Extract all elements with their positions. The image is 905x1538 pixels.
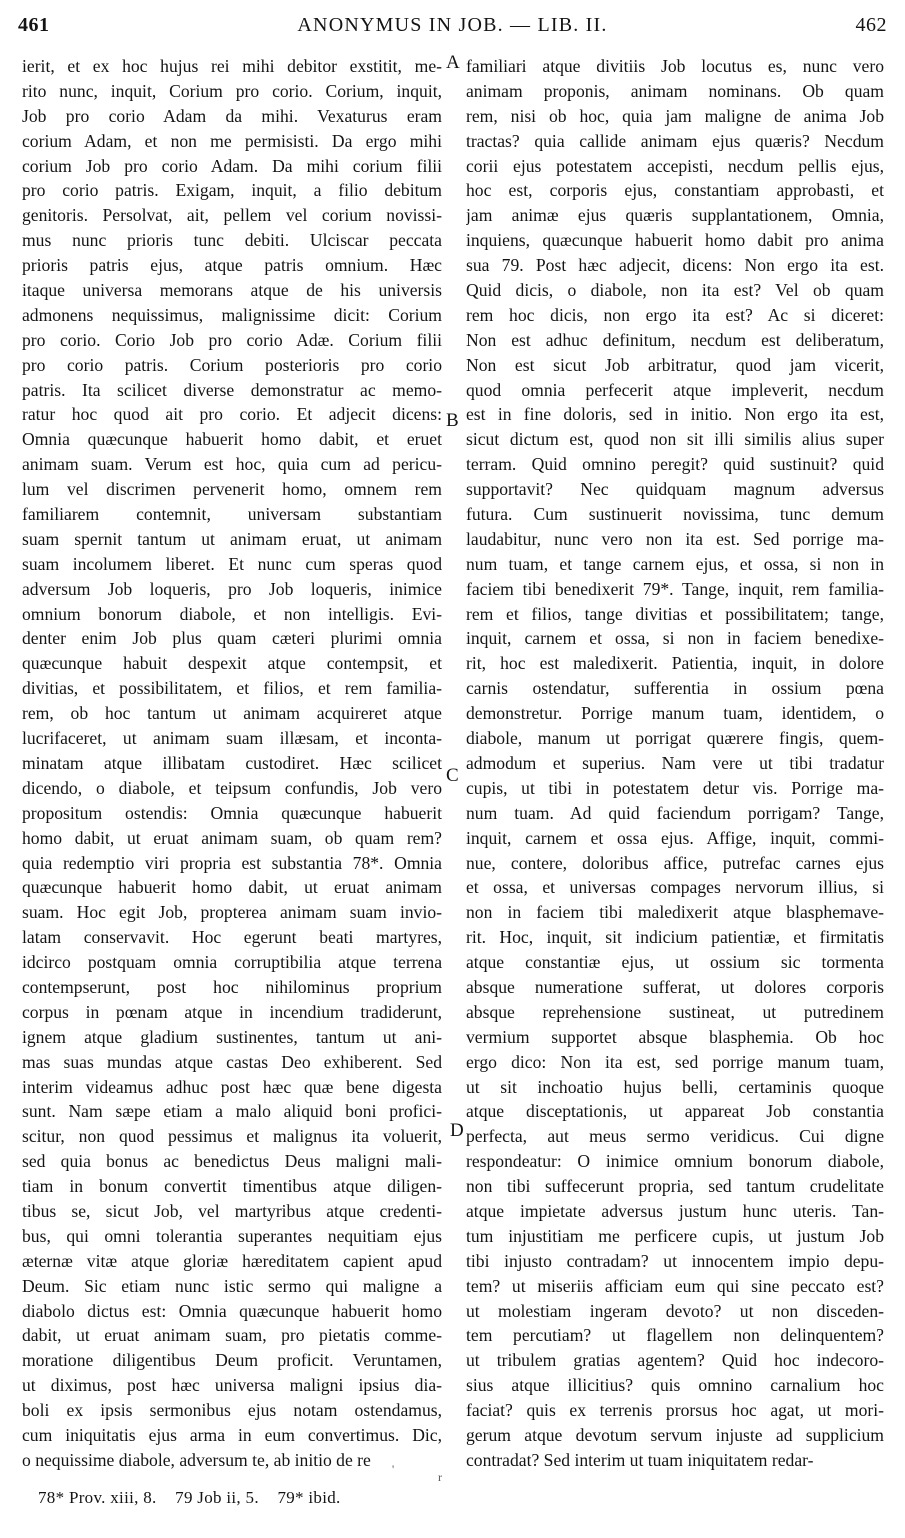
- text-line: tibus se, sicut Job, vel martyribus atque credenti-: [22, 1200, 442, 1221]
- text-line: Job pro corio Adam da mihi. Vexaturus eram: [22, 105, 442, 126]
- text-line: dabit, ut eruat animam suam, pro pietatis comme-: [22, 1325, 442, 1346]
- text-line: ut sit inchoatio hujus belli, certaminis quoque: [466, 1076, 884, 1097]
- text-line: faciem tibi benedixerit 79*. Tange, inquit, rem familia-: [466, 578, 884, 599]
- text-line: pro corio patris. Corium posterioris pro corio: [22, 354, 442, 375]
- text-line: quæcunque habuerit homo dabit, ut eruat animam: [22, 877, 442, 898]
- text-line: boli ex ipsis sermonibus ejus notam ostendamus,: [22, 1400, 442, 1421]
- text-line: adversum Job loqueris, pro Job loqueris, inimice: [22, 578, 442, 599]
- text-line: admodum et superius. Nam vere ut tibi tradatur: [466, 752, 884, 773]
- text-line: Deum. Sic etiam nunc istic sermo qui maligne a: [22, 1275, 442, 1296]
- text-line: carnis ostendatur, sufferentia in ossium pœna: [466, 678, 884, 699]
- text-line: familiari atque divitiis Job locutus es, nunc vero: [466, 56, 884, 76]
- text-line: interim videamus adhuc post hæc quæ bene digesta: [22, 1076, 442, 1097]
- page-header: [18, 14, 887, 44]
- text-line: rem hoc dicis, non ergo ita est? Ac si diceret:: [466, 304, 884, 325]
- margin-marker-d: D: [450, 1120, 464, 1141]
- text-line: quia redemptio viri propria est substantia 78*. Omnia: [22, 852, 442, 873]
- text-line: inquit, carnem et ossa, si non in faciem benedixe-: [466, 628, 884, 649]
- text-line: contradat? Sed interim ut tuam iniquitatem redar-: [466, 1449, 814, 1470]
- text-line: contempserunt, post hoc nihilominus proprium: [22, 976, 442, 997]
- text-line: sius atque illicitius? quis omnino carnalium hoc: [466, 1375, 884, 1396]
- text-line: nue, contere, doloribus affice, putrefac carnes ejus: [466, 852, 884, 873]
- text-line: respondeatur: O inimice omnium bonorum diabole,: [466, 1151, 884, 1172]
- text-line: tibi injusto contradam? ut innocentem impio depu-: [466, 1250, 884, 1271]
- text-line: sunt. Nam sæpe etiam a malo aliquid boni profici-: [22, 1101, 442, 1122]
- text-line: minatam atque illibatam custodiret. Hæc scilicet: [22, 752, 442, 773]
- text-line: mus nunc prioris tunc debiti. Ulciscar peccata: [22, 230, 442, 251]
- text-line: prioris patris ejus, atque patris omnium. Hæc: [22, 255, 442, 276]
- text-line: faciat? quis ex terrenis prorsus hoc agat, ut mori-: [466, 1400, 884, 1421]
- text-line: idcirco postquam omnia corruptibilia atque terrena: [22, 952, 442, 973]
- text-line: suam spernit tantum ut animam eruat, ut animam: [22, 528, 442, 549]
- text-line: pro corio patris. Exigam, inquit, a filio debitum: [22, 180, 442, 201]
- text-line: corpus in pœnam atque in incendium tradiderunt,: [22, 1001, 442, 1022]
- text-line: corium Adam, et non me permisisti. Da ergo mihi: [22, 130, 442, 151]
- text-line: cum iniquitatis ejus arma in eum convertimus. Dic,: [22, 1424, 442, 1445]
- text-line: Non est adhuc definitum, necdum est deliberatum,: [466, 329, 884, 350]
- text-line: absque numeratione sufferat, ut dolores corporis: [466, 976, 884, 997]
- text-line: familiarem contemnit, universam substantiam: [22, 504, 442, 525]
- text-line: rem et filios, tange divitias et possibilitatem; tange,: [466, 603, 884, 624]
- page-number-right: 462: [855, 14, 887, 36]
- text-line: cupis, ut tibi in potestatem detur vis. Porrige ma-: [466, 777, 884, 798]
- text-line: admonens nequissimus, malignissime dicit: Corium: [22, 304, 442, 325]
- margin-marker-a: A: [446, 52, 460, 73]
- print-speck: ': [392, 1462, 395, 1476]
- text-line: Omnia quæcunque habuerit homo dabit, et eruet: [22, 429, 442, 450]
- text-line: inquiens, quæcunque habuerit homo dabit pro anima: [466, 230, 884, 251]
- text-line: demonstretur. Porrige manum tuam, identidem, o: [466, 703, 884, 724]
- print-speck: r: [438, 1470, 442, 1484]
- text-line: ut tribulem gratias agentem? Quid hoc indecoro-: [466, 1350, 884, 1371]
- text-line: jam animæ ejus quæris supplantationem, Omnia,: [466, 205, 884, 226]
- text-line: rit, hoc est maledixerit. Patientia, inquit, in dolore: [466, 653, 884, 674]
- text-line: itaque universa memorans atque de his universis: [22, 280, 442, 301]
- text-line: ut molestiam ingeram devoto? ut non disceden-: [466, 1300, 884, 1321]
- text-line: laudabitur, nunc vero non ita est. Sed porrige ma-: [466, 528, 884, 549]
- text-line: latam conservavit. Hoc egerunt beati martyres,: [22, 927, 442, 948]
- text-line: mas suas mundas atque castas Deo exhiberent. Sed: [22, 1051, 442, 1072]
- text-line: rem, ob hoc tantum ut animam acquireret atque: [22, 703, 442, 724]
- text-line: animam suam. Verum est hoc, quia cum ad pericu-: [22, 454, 442, 475]
- margin-marker-c: C: [446, 765, 459, 786]
- text-line: tractas? quia callide animam ejus quæris? Necdum: [466, 130, 884, 151]
- text-line: sua 79. Post hæc adjecit, dicens: Non ergo ita est.: [466, 255, 884, 276]
- text-line: hoc est, corporis ejus, constantiam approbasti, et: [466, 180, 884, 201]
- text-line: lum vel discrimen pervenerit homo, omnem rem: [22, 479, 442, 500]
- footnote: 78* Prov. xiii, 8.: [38, 1488, 157, 1507]
- text-line: perfecta, aut meus sermo veridicus. Cui digne: [466, 1126, 884, 1147]
- footnotes: [38, 1488, 355, 1508]
- text-line: num tuam. Ad quid faciendum porrigam? Tange,: [466, 802, 884, 823]
- text-line: non tibi suffecerunt propria, sed tantum crudelitate: [466, 1176, 884, 1197]
- text-line: non in faciem tibi maledixerit atque blasphemave-: [466, 902, 884, 923]
- text-line: o nequissime diabole, adversum te, ab initio de re: [22, 1449, 371, 1470]
- left-text-column: [22, 54, 442, 1473]
- text-line: divitias, et possibilitatem, et filios, et rem familia-: [22, 678, 442, 699]
- running-title: ANONYMUS IN JOB. — LIB. II.: [297, 14, 608, 36]
- text-line: æternæ vitæ atque gloriæ hæreditatem capient apud: [22, 1250, 442, 1271]
- text-line: inquit, carnem et ossa ejus. Affige, inquit, commi-: [466, 827, 884, 848]
- text-line: gerum atque devotum servum injuste ad supplicium: [466, 1424, 884, 1445]
- text-line: rito nunc, inquit, Corium pro corio. Corium, inquit,: [22, 80, 442, 101]
- text-line: tum injustitiam me perficere cupis, ut justum Job: [466, 1225, 884, 1246]
- text-line: absque reprehensione sustineat, ut putredinem: [466, 1001, 884, 1022]
- text-line: ut diximus, post hæc universa maligni ipsius dia-: [22, 1375, 442, 1396]
- text-line: patris. Ita scilicet diverse demonstratur ac memo-: [22, 379, 442, 400]
- text-line: denter enim Job plus quam cæteri plurimi omnia: [22, 628, 442, 649]
- text-line: sicut dictum est, quod non sit illi similis alius super: [466, 429, 884, 450]
- text-line: futura. Cum sustinuerit novissima, tunc demum: [466, 504, 884, 525]
- text-line: ratur hoc quod ait pro corio. Et adjecit dicens:: [22, 404, 442, 425]
- text-line: corii ejus potestatem accepisti, necdum pellis ejus,: [466, 155, 884, 176]
- text-line: atque disceptationis, ut appareat Job constantia: [466, 1101, 884, 1122]
- page-number-left: 461: [18, 14, 50, 36]
- text-line: scitur, non quod pessimus et malignus ita voluerit,: [22, 1126, 442, 1147]
- text-line: moratione diligentibus Deum proficit. Veruntamen,: [22, 1350, 442, 1371]
- text-line: ignem atque gladium sustinentes, tantum ut ani-: [22, 1026, 442, 1047]
- text-line: propositum ostendis: Omnia quæcunque habuerit: [22, 802, 442, 823]
- text-line: quod omnia perfecerit atque impleverit, necdum: [466, 379, 884, 400]
- text-line: tem percutiam? ut flagellem non delinquentem?: [466, 1325, 884, 1346]
- text-line: lucrifaceret, ut animam suam illæsam, et inconta-: [22, 728, 442, 749]
- text-line: supportavit? Nec quidquam magnum adversus: [466, 479, 884, 500]
- text-line: tiam in bonum convertit timentibus atque diligen-: [22, 1176, 442, 1197]
- text-line: suam incolumem liberet. Et nunc cum speras quod: [22, 553, 442, 574]
- text-line: atque impietate adversus justum hunc uteris. Tan-: [466, 1200, 884, 1221]
- right-text-column: [466, 54, 884, 1473]
- text-line: omnium bonorum diabole, et non intelligis. Evi-: [22, 603, 442, 624]
- footnote: 79 Job ii, 5.: [175, 1488, 259, 1507]
- text-line: est in fine doloris, sed in initio. Non ergo ita est,: [466, 404, 884, 425]
- text-line: rit. Hoc, inquit, sit indicium patientiæ, et firmitatis: [466, 927, 884, 948]
- margin-marker-b: B: [446, 410, 459, 431]
- text-line: et ossa, et universas compages nervorum illius, si: [466, 877, 884, 898]
- text-line: animam proponis, animam nominans. Ob quam: [466, 80, 884, 101]
- text-line: terram. Quid omnino peregit? quid sustinuit? quid: [466, 454, 884, 475]
- text-line: bus, qui omni tolerantia superantes nequitiam ejus: [22, 1225, 442, 1246]
- footnote: 79* ibid.: [277, 1488, 341, 1507]
- text-line: pro corio. Corio Job pro corio Adæ. Corium filii: [22, 329, 442, 350]
- text-line: ierit, et ex hoc hujus rei mihi debitor exstitit, me-: [22, 56, 442, 76]
- text-line: corium Job pro corio Adam. Da mihi corium filii: [22, 155, 442, 176]
- text-line: suam. Hoc egit Job, propterea animam suam invio-: [22, 902, 442, 923]
- text-line: ergo dico: Non ita est, sed porrige manum tuam,: [466, 1051, 884, 1072]
- text-line: quæcunque habuit despexit atque contempsit, et: [22, 653, 442, 674]
- text-line: vermium supportet absque blasphemia. Ob hoc: [466, 1026, 884, 1047]
- text-line: diabole, manum ut porrigat quærere fingis, quem-: [466, 728, 884, 749]
- text-line: rem, nisi ob hoc, quia jam maligne de anima Job: [466, 105, 884, 126]
- text-line: num tuam, et tange carnem ejus, et ossa, si non in: [466, 553, 884, 574]
- text-line: dicendo, o diabole, et teipsum confundis, Job vero: [22, 777, 442, 798]
- text-line: Quid dicis, o diabole, non ita est? Vel ob quam: [466, 280, 884, 301]
- text-line: diabolo dictus est: Omnia quæcunque habuerit homo: [22, 1300, 442, 1321]
- text-line: sed quia bonus ac benedictus Deus maligni mali-: [22, 1151, 442, 1172]
- text-line: atque constantiæ ejus, ut ossium sic tormenta: [466, 952, 884, 973]
- text-line: genitoris. Persolvat, ait, pellem vel corium novissi-: [22, 205, 442, 226]
- text-line: Non est sicut Job arbitratur, quod jam vicerit,: [466, 354, 884, 375]
- text-line: homo dabit, ut eruat animam suam, ob quam rem?: [22, 827, 442, 848]
- text-line: tem? ut miseriis afficiam eum qui sine peccato est?: [466, 1275, 884, 1296]
